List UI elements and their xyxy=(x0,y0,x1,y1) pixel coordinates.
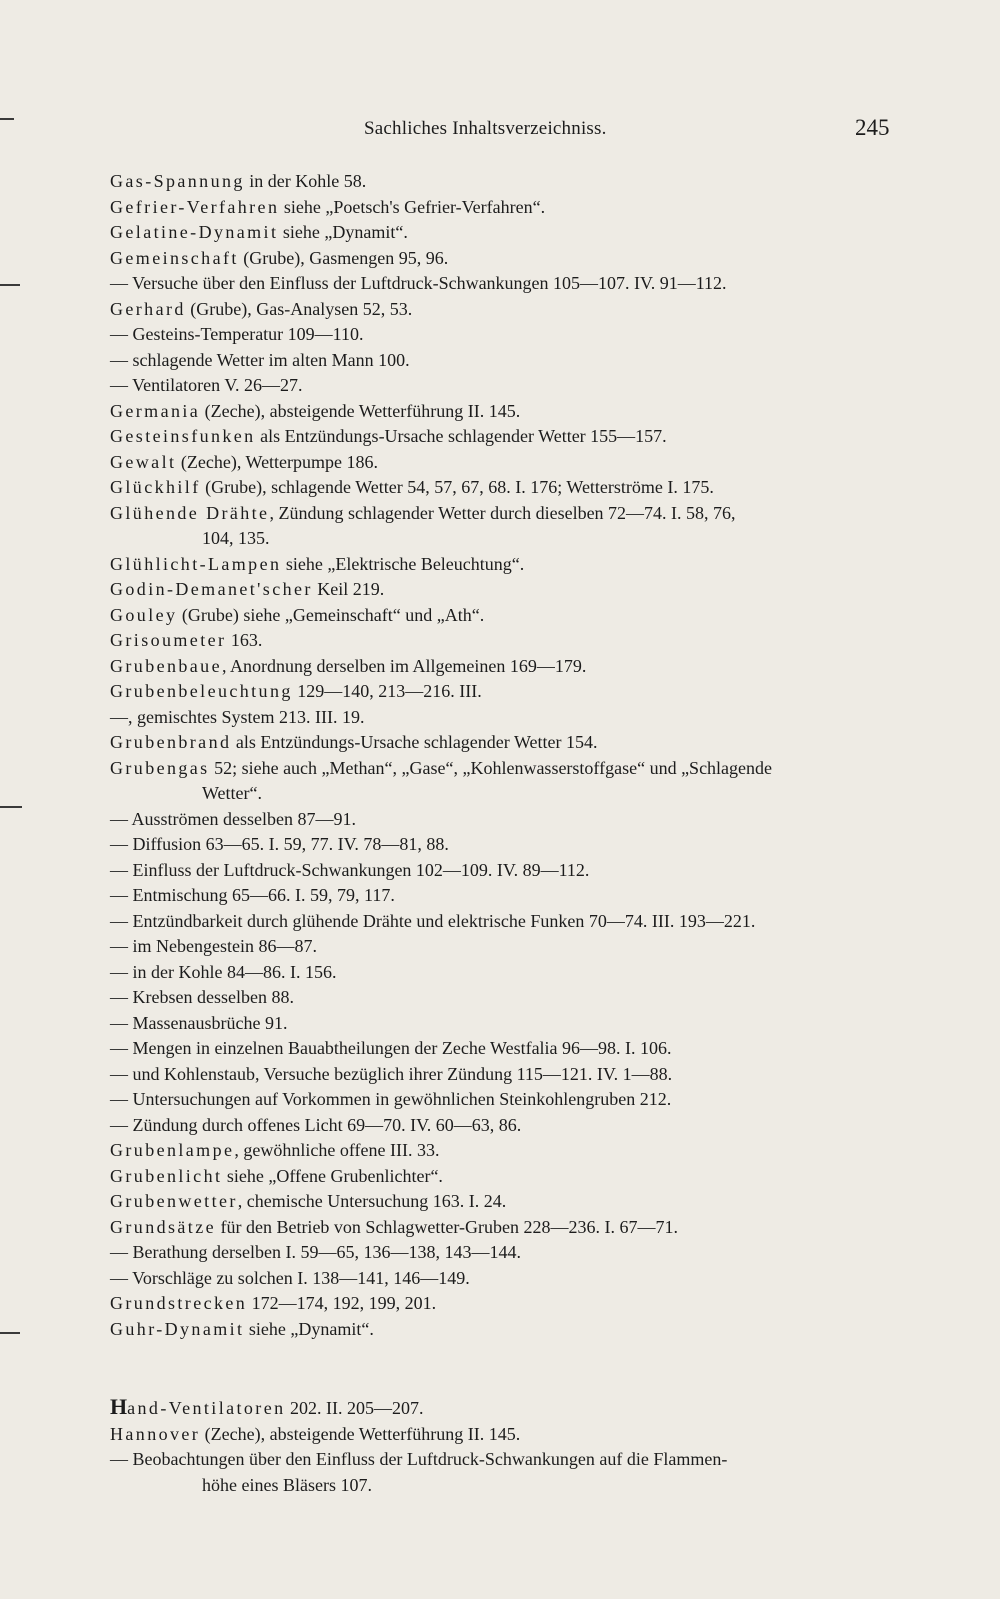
entry-headword: Grubenlicht xyxy=(110,1165,223,1186)
entry-headword: Gelatine-Dynamit xyxy=(110,222,279,242)
entry-text: Keil 219. xyxy=(312,579,385,599)
entry-text: — Krebsen desselben 88. xyxy=(110,987,294,1007)
section-initial: H xyxy=(110,1394,128,1419)
entry-headword: Gouley xyxy=(110,604,178,625)
entry-text: — Ventilatoren V. 26—27. xyxy=(110,375,303,395)
index-entry xyxy=(110,1394,900,1422)
entry-text: 163. xyxy=(226,630,263,650)
index-entry xyxy=(110,1011,900,1037)
entry-text: (Grube), Gas-Analysen 52, 53. xyxy=(185,298,413,319)
index-entry xyxy=(110,730,900,756)
index-entry xyxy=(110,679,900,705)
entry-text: (Grube) siehe „Gemeinschaft“ und „Ath“. xyxy=(177,604,485,625)
entry-text: 52; siehe auch „Methan“, „Gase“, „Kohlenwasserstoffgase“ und „Schlagende xyxy=(209,757,773,778)
entry-text: — Entzündbarkeit durch glühende Drähte und elektrische Funken 70—74. III. 193—221. xyxy=(110,910,756,931)
index-entry xyxy=(110,960,900,986)
index-entry xyxy=(110,169,900,195)
entry-text: als Entzündungs-Ursache schlagender Wetter 155—157. xyxy=(255,426,667,446)
index-entry xyxy=(110,348,900,374)
entry-text: siehe „Poetsch's Gefrier-Verfahren“. xyxy=(279,196,546,217)
entry-headword: Grubenbaue xyxy=(110,655,222,676)
index-entry xyxy=(110,195,900,221)
entry-text: als Entzündungs-Ursache schlagender Wetter 154. xyxy=(231,732,598,752)
entry-text: 172—174, 192, 199, 201. xyxy=(247,1293,437,1313)
entry-text: — Berathung derselben I. 59—65, 136—138, 143—144. xyxy=(110,1242,521,1262)
entry-headword: Guhr-Dynamit xyxy=(110,1318,245,1339)
entry-text: siehe „Dynamit“. xyxy=(278,222,408,242)
entry-headword: Grubenbeleuchtung xyxy=(110,681,293,701)
entry-text: — in der Kohle 84—86. I. 156. xyxy=(110,961,337,982)
index-entry xyxy=(110,934,900,960)
entry-continuation: höhe eines Bläsers 107. xyxy=(202,1474,372,1495)
index-entry xyxy=(110,705,900,731)
entry-text: — Gesteins-Temperatur 109—110. xyxy=(110,324,364,344)
entry-headword: Grubenlampe xyxy=(110,1140,235,1160)
page-number: 245 xyxy=(855,115,890,140)
entry-headword: Grubengas xyxy=(110,757,210,778)
entry-continuation: Wetter“. xyxy=(202,783,263,803)
entry-text: (Zeche), absteigende Wetterführung II. 145. xyxy=(200,400,521,421)
entry-headword: Gewalt xyxy=(110,451,177,472)
index-entry xyxy=(110,399,900,425)
entry-headword: Grubenbrand xyxy=(110,732,232,752)
entry-headword: Gefrier-Verfahren xyxy=(110,196,280,217)
entry-headword: Glühende Drähte xyxy=(110,502,270,523)
entry-text: (Zeche), absteigende Wetterführung II. 145. xyxy=(200,1423,521,1444)
index-entry xyxy=(110,985,900,1011)
index-entry xyxy=(110,1189,900,1215)
margin-mark xyxy=(0,806,22,808)
index-entry xyxy=(110,475,900,501)
index-entry xyxy=(110,858,900,884)
entry-text: (Grube), schlagende Wetter 54, 57, 67, 68. I. 176; Wetterströme I. 175. xyxy=(200,477,714,497)
index-entry xyxy=(110,271,900,297)
index-entry xyxy=(110,501,900,552)
entry-text: — Vorschläge zu solchen I. 138—141, 146—149. xyxy=(110,1267,470,1288)
entry-text: (Grube), Gasmengen 95, 96. xyxy=(238,247,449,268)
index-entry xyxy=(110,654,900,680)
index-entry xyxy=(110,1138,900,1164)
index-entry xyxy=(110,628,900,654)
entry-text: — Beobachtungen über den Einfluss der Luftdruck-Schwankungen auf die Flammen- xyxy=(110,1449,728,1469)
entry-headword: Grubenwetter xyxy=(110,1191,238,1211)
index-entry xyxy=(110,220,900,246)
index-entry xyxy=(110,424,900,450)
entry-headword: Godin-Demanet'scher xyxy=(110,579,313,599)
index-entry xyxy=(110,807,900,833)
entry-text: , Zündung schlagender Wetter durch dieselben 72—74. I. 58, 76, xyxy=(269,502,736,523)
margin-mark xyxy=(0,118,14,120)
index-entry xyxy=(110,603,900,629)
entry-headword: Gesteinsfunken xyxy=(110,426,256,446)
index-entry xyxy=(110,552,900,578)
entry-text: — Zündung durch offenes Licht 69—70. IV. 60—63, 86. xyxy=(110,1114,522,1135)
entry-text: 202. II. 205—207. xyxy=(285,1398,424,1418)
entry-text: — und Kohlenstaub, Versuche bezüglich ihrer Zündung 115—121. IV. 1—88. xyxy=(110,1063,673,1084)
index-entry xyxy=(110,909,900,935)
entry-text: — Diffusion 63—65. I. 59, 77. IV. 78—81, 88. xyxy=(110,834,449,854)
index-entry xyxy=(110,577,900,603)
section-g xyxy=(110,169,900,1342)
index-entry xyxy=(110,1291,900,1317)
index-entry xyxy=(110,373,900,399)
entry-text: , Anordnung derselben im Allgemeinen 169—179. xyxy=(221,655,587,676)
index-entry xyxy=(110,246,900,272)
entry-headword: Grisoumeter xyxy=(110,630,227,650)
entry-headword: Germania xyxy=(110,400,201,421)
margin-mark xyxy=(0,284,20,286)
index-entry xyxy=(110,1422,900,1448)
entry-text: — schlagende Wetter im alten Mann 100. xyxy=(110,349,410,370)
index-entry xyxy=(110,1062,900,1088)
index-entry xyxy=(110,832,900,858)
entry-text: , gewöhnliche offene III. 33. xyxy=(234,1140,440,1160)
entry-text: für den Betrieb von Schlagwetter-Gruben 228—236. I. 67—71. xyxy=(215,1216,679,1237)
section-h xyxy=(110,1394,900,1498)
index-entry xyxy=(110,883,900,909)
entry-text: — Ausströmen desselben 87—91. xyxy=(110,808,356,829)
entry-text: — Entmischung 65—66. I. 59, 79, 117. xyxy=(110,885,395,905)
index-entry xyxy=(110,1447,900,1498)
index-entry xyxy=(110,1087,900,1113)
entry-text: — Einfluss der Luftdruck-Schwankungen 102—109. IV. 89—112. xyxy=(110,859,590,880)
entry-text: —, gemischtes System 213. III. 19. xyxy=(110,706,365,727)
entry-headword: Grundstrecken xyxy=(110,1293,248,1313)
entry-headword: Hannover xyxy=(110,1423,201,1444)
index-entry xyxy=(110,1240,900,1266)
entry-headword: Gerhard xyxy=(110,298,186,319)
entry-text: — Massenausbrüche 91. xyxy=(110,1012,288,1033)
index-entry xyxy=(110,1113,900,1139)
entry-headword: Glückhilf xyxy=(110,477,201,497)
entry-text: siehe „Dynamit“. xyxy=(244,1318,374,1339)
entry-text: in der Kohle 58. xyxy=(244,171,367,191)
entry-text: — Mengen in einzelnen Bauabtheilungen der Zeche Westfalia 96—98. I. 106. xyxy=(110,1038,672,1058)
entry-text: — Versuche über den Einfluss der Luftdruck-Schwankungen 105—107. IV. 91—112. xyxy=(110,273,727,293)
index-entry xyxy=(110,1266,900,1292)
margin-mark xyxy=(0,1332,20,1334)
entry-headword: Gemeinschaft xyxy=(110,247,239,268)
entry-text: — im Nebengestein 86—87. xyxy=(110,936,317,956)
index-entry xyxy=(110,756,900,807)
entry-headword: Glühlicht-Lampen xyxy=(110,553,282,574)
entry-text: — Untersuchungen auf Vorkommen in gewöhnlichen Steinkohlengruben 212. xyxy=(110,1089,672,1109)
section-gap xyxy=(110,1342,900,1394)
index-entry xyxy=(110,1036,900,1062)
entry-text: siehe „Offene Grubenlichter“. xyxy=(222,1165,443,1186)
index-entry xyxy=(110,450,900,476)
entry-text: , chemische Untersuchung 163. I. 24. xyxy=(237,1191,507,1211)
entry-text: siehe „Elektrische Beleuchtung“. xyxy=(281,553,525,574)
index-entry xyxy=(110,1215,900,1241)
index-entry xyxy=(110,1317,900,1343)
running-header: Sachliches Inhaltsverzeichniss. xyxy=(364,118,607,139)
entry-text: 129—140, 213—216. III. xyxy=(292,681,482,701)
entry-headword: and-Ventilatoren xyxy=(127,1398,286,1418)
entry-headword: Gas-Spannung xyxy=(110,171,245,191)
index-entry xyxy=(110,1164,900,1190)
entry-continuation: 104, 135. xyxy=(202,528,270,548)
entry-headword: Grundsätze xyxy=(110,1216,216,1237)
index-entry xyxy=(110,322,900,348)
index-entries xyxy=(110,169,900,1498)
index-entry xyxy=(110,297,900,323)
entry-text: (Zeche), Wetterpumpe 186. xyxy=(176,451,379,472)
